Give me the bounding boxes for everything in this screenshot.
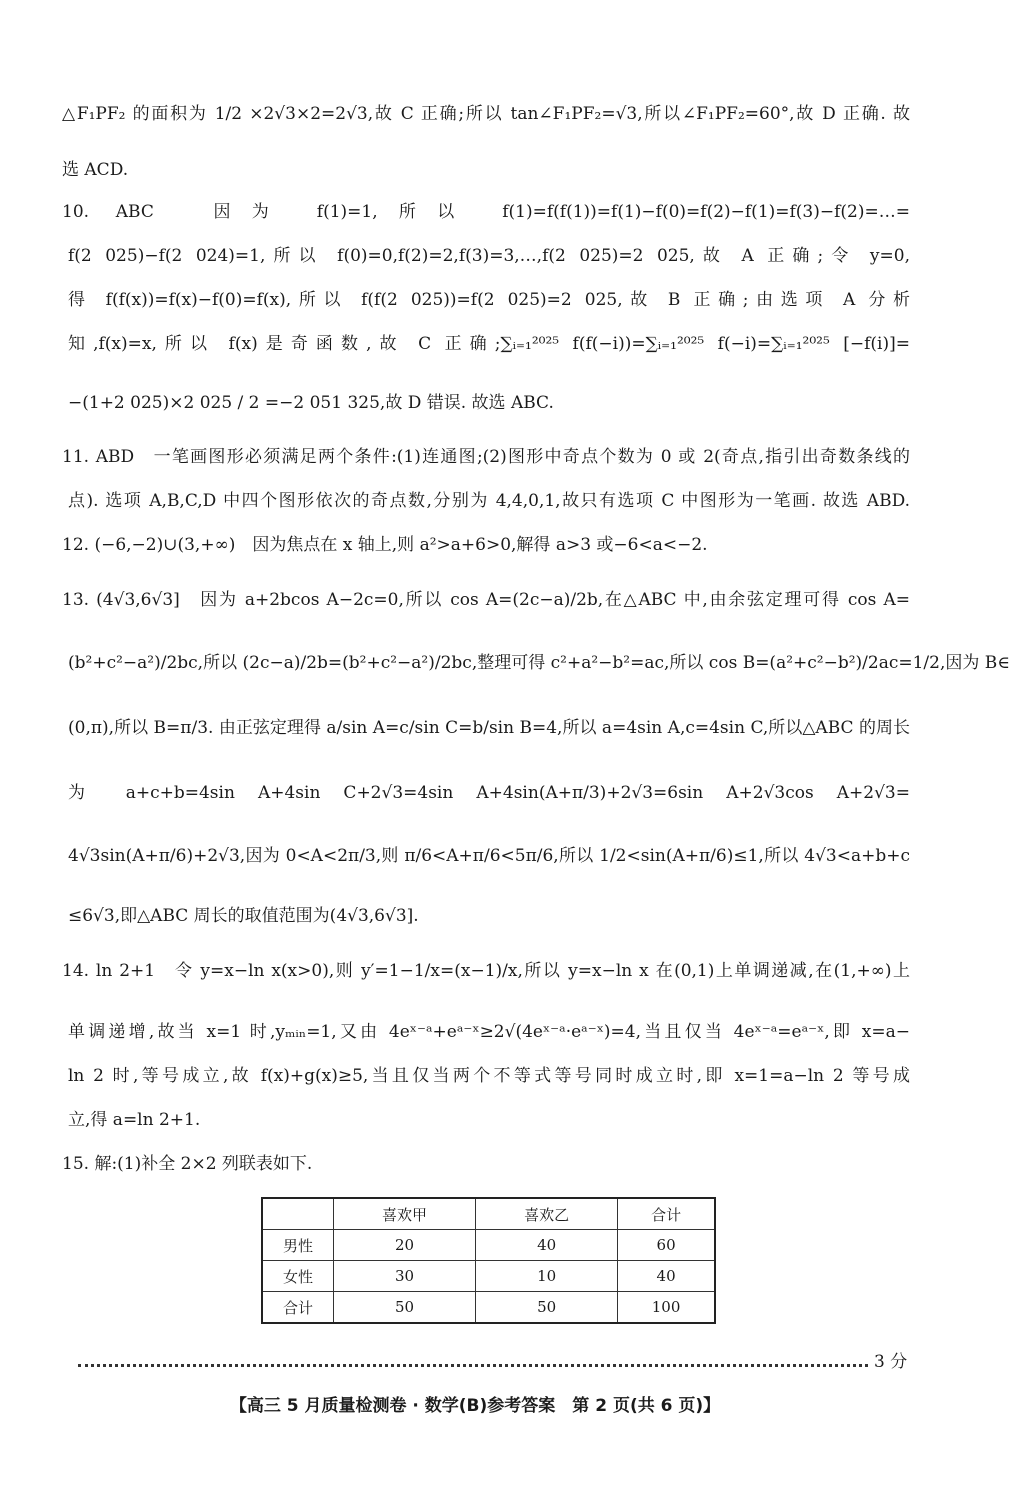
answer-11-line-2: 点). 选项 A,B,C,D 中四个图形依次的奇点数,分别为 4,4,0,1,故只有选项 C 中图形为一笔画. 故选 ABD. [68,491,910,511]
table-cell: 男性 [262,1230,334,1261]
answer-10-line-4: 知,f(x)=x,所以 f(x)是奇函数,故 C 正确;∑ᵢ₌₁²⁰²⁵ f(f(−i))=∑ᵢ₌₁²⁰²⁵ f(−i)=∑ᵢ₌₁²⁰²⁵ [−f(i)]= [68,334,910,354]
table-row [262,1261,715,1292]
page-footer: 【高三 5 月质量检测卷 · 数学(B)参考答案 第 2 页(共 6 页)】 [229,1396,721,1416]
answer-14-line-4: 立,得 a=ln 2+1. [68,1110,201,1130]
table-header-cell: 喜欢乙 [476,1198,618,1230]
table-cell: 女性 [262,1261,334,1292]
answer-13-line-6: ≤6√3,即△ABC 周长的取值范围为(4√3,6√3]. [68,906,419,926]
answer-13-line-5: 4√3sin(A+π/6)+2√3,因为 0<A<2π/3,则 π/6<A+π/6<5π/6,所以 1/2<sin(A+π/6)≤1,所以 4√3<a+b+c [68,846,910,866]
table-cell: 10 [476,1261,618,1292]
table-cell: 40 [618,1261,715,1292]
score-label: 3 分 [874,1352,908,1372]
answer-10-line-2: f(2 025)−f(2 024)=1,所以 f(0)=0,f(2)=2,f(3)=3,…,f(2 025)=2 025,故 A 正确;令 y=0, [68,246,910,266]
table-header-cell: 合计 [618,1198,715,1230]
contingency-table [261,1197,716,1324]
dotted-leader [78,1354,868,1367]
answer-13-line-4: 为 a+c+b=4sin A+4sin C+2√3=4sin A+4sin(A+π/3)+2√3=6sin A+2√3cos A+2√3= [68,783,910,803]
answer-15-line-1: 15. 解:(1)补全 2×2 列联表如下. [62,1154,313,1174]
table-cell: 40 [476,1230,618,1261]
answer-14-line-1: 14. ln 2+1 令 y=x−ln x(x>0),则 y′=1−1/x=(x−1)/x,所以 y=x−ln x 在(0,1)上单调递减,在(1,+∞)上 [62,961,910,981]
table-header-row [262,1198,715,1230]
answer-11-line-1: 11. ABD 一笔画图形必须满足两个条件:(1)连通图;(2)图形中奇点个数为 0 或 2(奇点,指引出奇数条线的 [62,447,910,467]
text-line-2: 选 ACD. [62,160,129,180]
answer-10-line-3: 得 f(f(x))=f(x)−f(0)=f(x),所以 f(f(2 025))=f(2 025)=2 025,故 B 正确;由选项 A 分析 [68,290,910,310]
table-cell: 50 [334,1292,476,1324]
text-line-1: △F₁PF₂ 的面积为 1/2 ×2√3×2=2√3,故 C 正确;所以 tan∠F₁PF₂=√3,所以∠F₁PF₂=60°,故 D 正确. 故 [62,104,910,124]
answer-12-line-1: 12. (−6,−2)∪(3,+∞) 因为焦点在 x 轴上,则 a²>a+6>0,解得 a>3 或−6<a<−2. [62,535,708,555]
answer-14-line-3: ln 2 时,等号成立,故 f(x)+g(x)≥5,当且仅当两个不等式等号同时成立时,即 x=1=a−ln 2 等号成 [68,1066,910,1086]
table-cell: 50 [476,1292,618,1324]
answer-13-line-3: (0,π),所以 B=π/3. 由正弦定理得 a/sin A=c/sin C=b/sin B=4,所以 a=4sin A,c=4sin C,所以△ABC 的周长 [68,718,910,738]
answer-10-line-1: 10. ABC 因为 f(1)=1,所以 f(1)=f(f(1))=f(1)−f(0)=f(2)−f(1)=f(3)−f(2)=…= [62,202,910,222]
table-row [262,1292,715,1324]
answer-13-line-1: 13. (4√3,6√3] 因为 a+2bcos A−2c=0,所以 cos A=(2c−a)/2b,在△ABC 中,由余弦定理可得 cos A= [62,590,910,610]
table-cell: 20 [334,1230,476,1261]
table-row [262,1230,715,1261]
answer-14-line-2: 单调递增,故当 x=1 时,yₘᵢₙ=1,又由 4eˣ⁻ᵃ+eᵃ⁻ˣ≥2√(4eˣ⁻ᵃ·eᵃ⁻ˣ)=4,当且仅当 4eˣ⁻ᵃ=eᵃ⁻ˣ,即 x=a− [68,1022,910,1042]
table-cell: 60 [618,1230,715,1261]
answer-13-line-2: (b²+c²−a²)/2bc,所以 (2c−a)/2b=(b²+c²−a²)/2bc,整理可得 c²+a²−b²=ac,所以 cos B=(a²+c²−b²)/2ac=1/2,因为 B∈ [68,653,1010,673]
table-cell: 30 [334,1261,476,1292]
answer-10-line-5: −(1+2 025)×2 025 / 2 =−2 051 325,故 D 错误. 故选 ABC. [68,393,554,413]
table-header-cell [262,1198,334,1230]
table-header-cell: 喜欢甲 [334,1198,476,1230]
table-cell: 100 [618,1292,715,1324]
table-cell: 合计 [262,1292,334,1324]
